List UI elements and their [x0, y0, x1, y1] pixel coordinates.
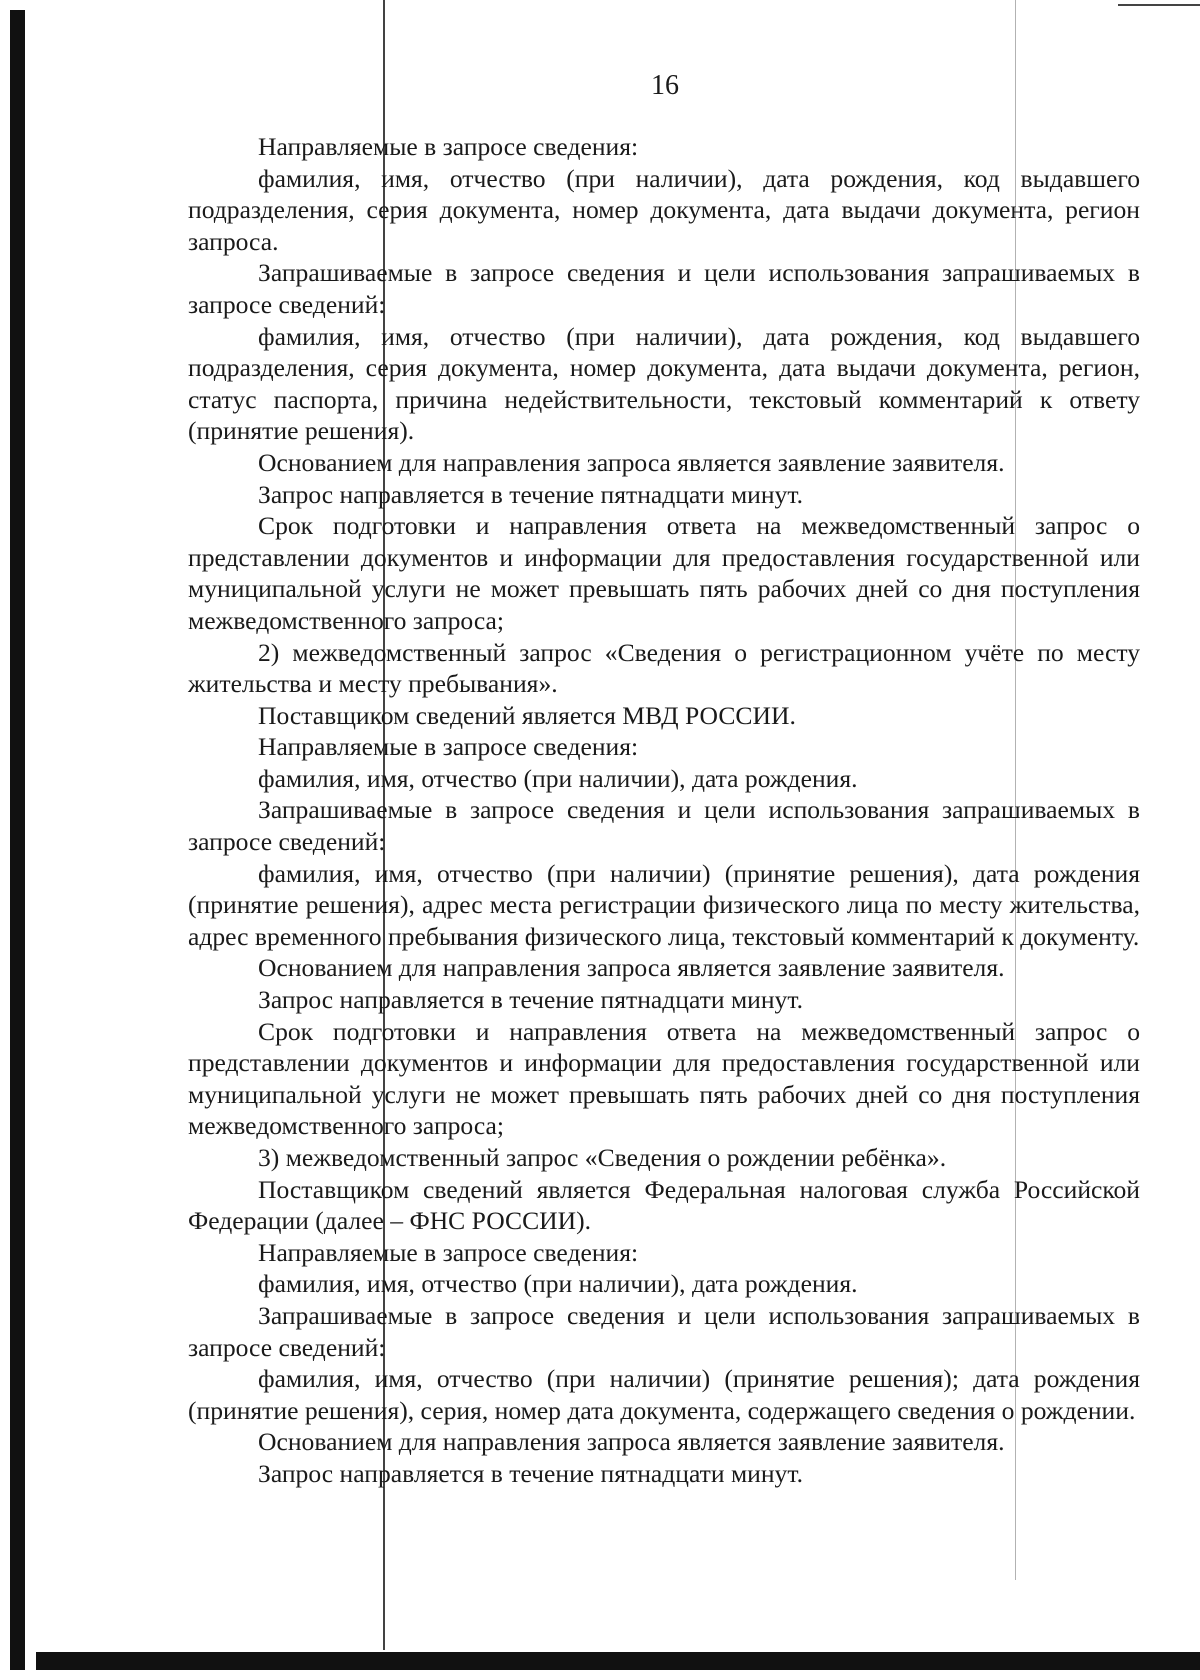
- paragraph: Основанием для направления запроса является заявление заявителя.: [258, 1427, 1005, 1457]
- paragraph: Основанием для направления запроса является заявление заявителя.: [258, 953, 1005, 983]
- paragraph: Запрашиваемые в запросе сведения и цели использования запрашиваемых в запросе сведений:: [188, 258, 1140, 319]
- paragraph: Направляемые в запросе сведения:: [258, 132, 639, 161]
- paragraph: Запрос направляется в течение пятнадцати минут.: [258, 1458, 804, 1488]
- paragraph: фамилия, имя, отчество (при наличии) (принятие решения); дата рождения (принятие решения), серия, номер дата документа, содержащего сведения о рождении.: [188, 1364, 1140, 1425]
- paragraph: Направляемые в запросе сведения:: [258, 1237, 639, 1267]
- paragraph: фамилия, имя, отчество (при наличии), дата рождения, код выдавшего подразделения, серия документа, номер документа, дата выдачи документа, регион запроса.: [188, 163, 1140, 256]
- paragraph: Запрос направляется в течение пятнадцати минут.: [258, 985, 804, 1015]
- paragraph: фамилия, имя, отчество (при наличии), дата рождения.: [258, 1269, 858, 1299]
- paragraph: фамилия, имя, отчество (при наличии), дата рождения.: [258, 763, 858, 793]
- scan-corner-line: [1118, 4, 1200, 6]
- document-body: [188, 131, 1140, 1490]
- paragraph: Срок подготовки и направления ответа на межведомственный запрос о представлении документов и информации для предоставления государственной или муниципальной услуги не может превышать пять рабочих дней со дня поступления межведомственного запроса;: [188, 511, 1140, 635]
- paragraph: Срок подготовки и направления ответа на межведомственный запрос о представлении документов и информации для предоставления государственной или муниципальной услуги не может превышать пять рабочих дней со дня поступления межведомственного запроса;: [188, 1016, 1140, 1141]
- paragraph: 3) межведомственный запрос «Сведения о рождении ребёнка».: [258, 1143, 947, 1172]
- paragraph: Основанием для направления запроса является заявление заявителя.: [258, 447, 1005, 477]
- paragraph: Поставщиком сведений является МВД РОССИИ.: [258, 700, 796, 730]
- paragraph: Запрос направляется в течение пятнадцати минут.: [258, 479, 804, 509]
- scan-bottom-edge: [36, 1652, 1200, 1670]
- paragraph: фамилия, имя, отчество (при наличии) (принятие решения), дата рождения (принятие решения), адрес места регистрации физического лица по месту жительства, адрес временного пребывания физического лица, текстовый комментарий к документу.: [188, 858, 1140, 951]
- paragraph: Запрашиваемые в запросе сведения и цели использования запрашиваемых в запросе сведений:: [188, 1300, 1140, 1362]
- paragraph: Направляемые в запросе сведения:: [258, 732, 639, 762]
- paragraph: 2) межведомственный запрос «Сведения о регистрационном учёте по месту жительства и месту пребывания».: [188, 637, 1140, 699]
- scan-left-edge: [10, 10, 25, 1670]
- paragraph: Запрашиваемые в запросе сведения и цели использования запрашиваемых в запросе сведений:: [188, 795, 1140, 857]
- page-number: 16: [651, 70, 679, 101]
- paragraph: фамилия, имя, отчество (при наличии), дата рождения, код выдавшего подразделения, серия документа, номер документа, дата выдачи документа, регион, статус паспорта, причина недействительности, текстовый комментарий к ответу (принятие решения).: [188, 321, 1140, 446]
- paragraph: Поставщиком сведений является Федеральная налоговая служба Российской Федерации (далее – ФНС РОССИИ).: [188, 1174, 1140, 1236]
